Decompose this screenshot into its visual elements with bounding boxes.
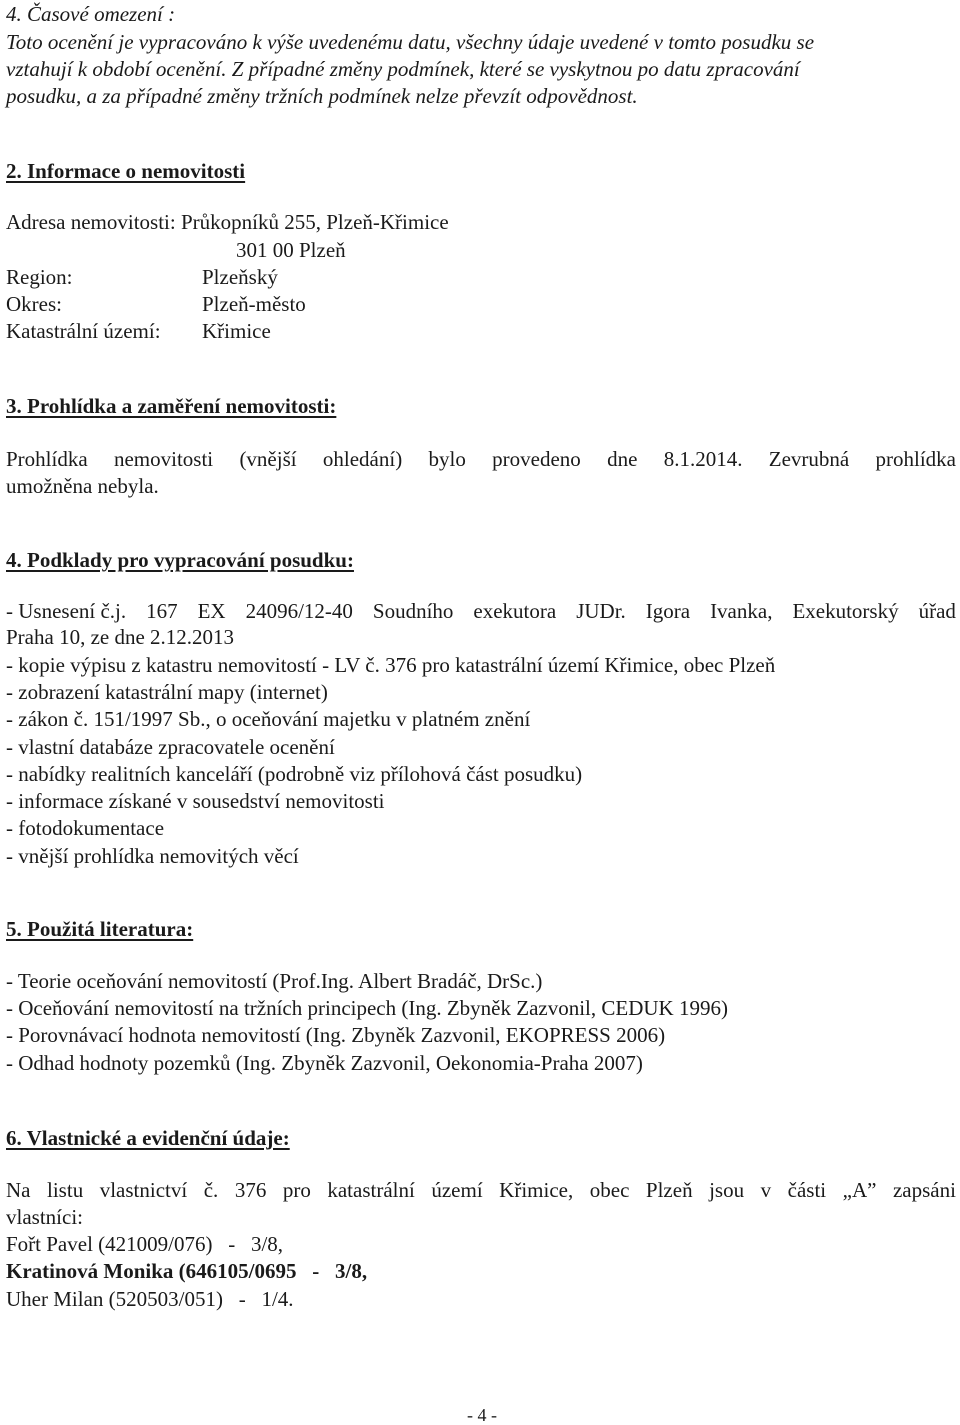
ownership-heading: 6. Vlastnické a evidenční údaje: [6, 1126, 290, 1150]
word: nemovitosti [113, 447, 214, 471]
word: Křimice, [499, 1178, 574, 1202]
list-item: - vlastní databáze zpracovatele ocenění [6, 735, 335, 759]
list-item: - kopie výpisu z katastru nemovitostí - LV č. 376 pro katastrální území Křimice, obec Plzeň [6, 653, 776, 677]
word: Na [6, 1178, 31, 1202]
list-item: - Odhad hodnoty pozemků (Ing. Zbyněk Zazvonil, Oekonomia-Praha 2007) [6, 1051, 643, 1075]
word: ohledání) [322, 447, 403, 471]
list-item: - Porovnávací hodnota nemovitostí (Ing. Zbyněk Zazvonil, EKOPRESS 2006) [6, 1023, 666, 1047]
word: vlastnictví [99, 1178, 188, 1202]
time-limit-text-line: vztahují k období ocenění. Z případné změny podmínek, které se vyskytnou po datu zpracování [6, 57, 800, 81]
word: Zevrubná [768, 447, 850, 471]
region-label: Region: [6, 265, 73, 289]
list-item: - zobrazení katastrální mapy (internet) [6, 680, 328, 704]
district-row [6, 294, 306, 315]
sources-resolution-line: Praha 10, ze dne 2.12.2013 [6, 625, 235, 649]
address-value: Průkopníků 255, Plzeň-Křimice [180, 210, 449, 234]
word: listu [47, 1178, 84, 1202]
word: Prohlídka [6, 447, 88, 471]
cadastral-label: Katastrální území: [6, 319, 161, 343]
cadastral-row [6, 321, 271, 342]
word: území [431, 1178, 483, 1202]
district-label: Okres: [6, 292, 62, 316]
owner-entry: Uher Milan (520503/051) - 1/4. [6, 1287, 294, 1311]
word: části [787, 1178, 827, 1202]
list-item: - informace získané v sousedství nemovitosti [6, 789, 385, 813]
word: zapsáni [892, 1178, 956, 1202]
address-label: Adresa nemovitosti: [6, 210, 176, 234]
list-item: - zákon č. 151/1997 Sb., o oceňování majetku v platném znění [6, 707, 531, 731]
word: Plzeň [645, 1178, 693, 1202]
inspection-text-line: umožněna nebyla. [6, 474, 159, 498]
list-item: - Teorie oceňování nemovitostí (Prof.Ing. Albert Bradáč, DrSc.) [6, 969, 543, 993]
word: Ivanka, [710, 599, 773, 623]
property-info-heading: 2. Informace o nemovitosti [6, 159, 246, 183]
time-limit-title: 4. Časové omezení : [6, 2, 176, 26]
word: úřad [918, 599, 956, 623]
literature-heading: 5. Použitá literatura: [6, 917, 194, 941]
district-value: Plzeň-město [202, 292, 306, 316]
list-item: - nabídky realitních kanceláří (podrobně viz přílohová část posudku) [6, 762, 583, 786]
word: obec [589, 1178, 630, 1202]
sources-heading: 4. Podklady pro vypracování posudku: [6, 548, 354, 572]
word: jsou [709, 1178, 745, 1202]
word: 376 [234, 1178, 267, 1202]
region-row [6, 267, 278, 288]
word: Soudního [372, 599, 454, 623]
word: (vnější [239, 447, 297, 471]
word: pro [282, 1178, 311, 1202]
word: prohlídka [875, 447, 956, 471]
ownership-text-line [6, 1180, 956, 1201]
inspection-text-line [6, 449, 956, 470]
address-line2: 301 00 Plzeň [236, 238, 346, 262]
word: Exekutorský [792, 599, 899, 623]
word: Igora [645, 599, 691, 623]
word: 24096/12-40 [245, 599, 353, 623]
list-item: - vnější prohlídka nemovitých věcí [6, 844, 299, 868]
word: bylo [428, 447, 466, 471]
list-item: - fotodokumentace [6, 816, 165, 840]
region-value: Plzeňský [202, 265, 278, 289]
sources-resolution-line [6, 601, 956, 622]
time-limit-text-line: Toto ocenění je vypracováno k výše uvedenému datu, všechny údaje uvedené v tomto posudku se [6, 30, 815, 54]
owner-entry: Kratinová Monika (646105/0695 - 3/8, [6, 1259, 368, 1283]
word: 167 [146, 599, 178, 623]
time-limit-text-line: posudku, a za případné změny tržních podmínek nelze převzít odpovědnost. [6, 84, 638, 108]
page-number: - 4 - [467, 1405, 497, 1425]
word: provedeno [492, 447, 581, 471]
word: exekutora [473, 599, 557, 623]
address-row [6, 212, 449, 233]
ownership-text-line: vlastníci: [6, 1205, 83, 1229]
word: katastrální [327, 1178, 415, 1202]
word: - Usnesení č.j. [6, 599, 127, 623]
word: JUDr. [576, 599, 626, 623]
word: v [760, 1178, 772, 1202]
word: EX [197, 599, 226, 623]
cadastral-value: Křimice [202, 319, 271, 343]
word: dne [607, 447, 638, 471]
list-item: - Oceňování nemovitostí na tržních principech (Ing. Zbyněk Zazvonil, CEDUK 1996) [6, 996, 728, 1020]
owner-entry: Fořt Pavel (421009/076) - 3/8, [6, 1232, 284, 1256]
inspection-heading: 3. Prohlídka a zaměření nemovitosti: [6, 394, 337, 418]
word: 8.1.2014. [663, 447, 743, 471]
word: „A” [842, 1178, 877, 1202]
word: č. [203, 1178, 219, 1202]
